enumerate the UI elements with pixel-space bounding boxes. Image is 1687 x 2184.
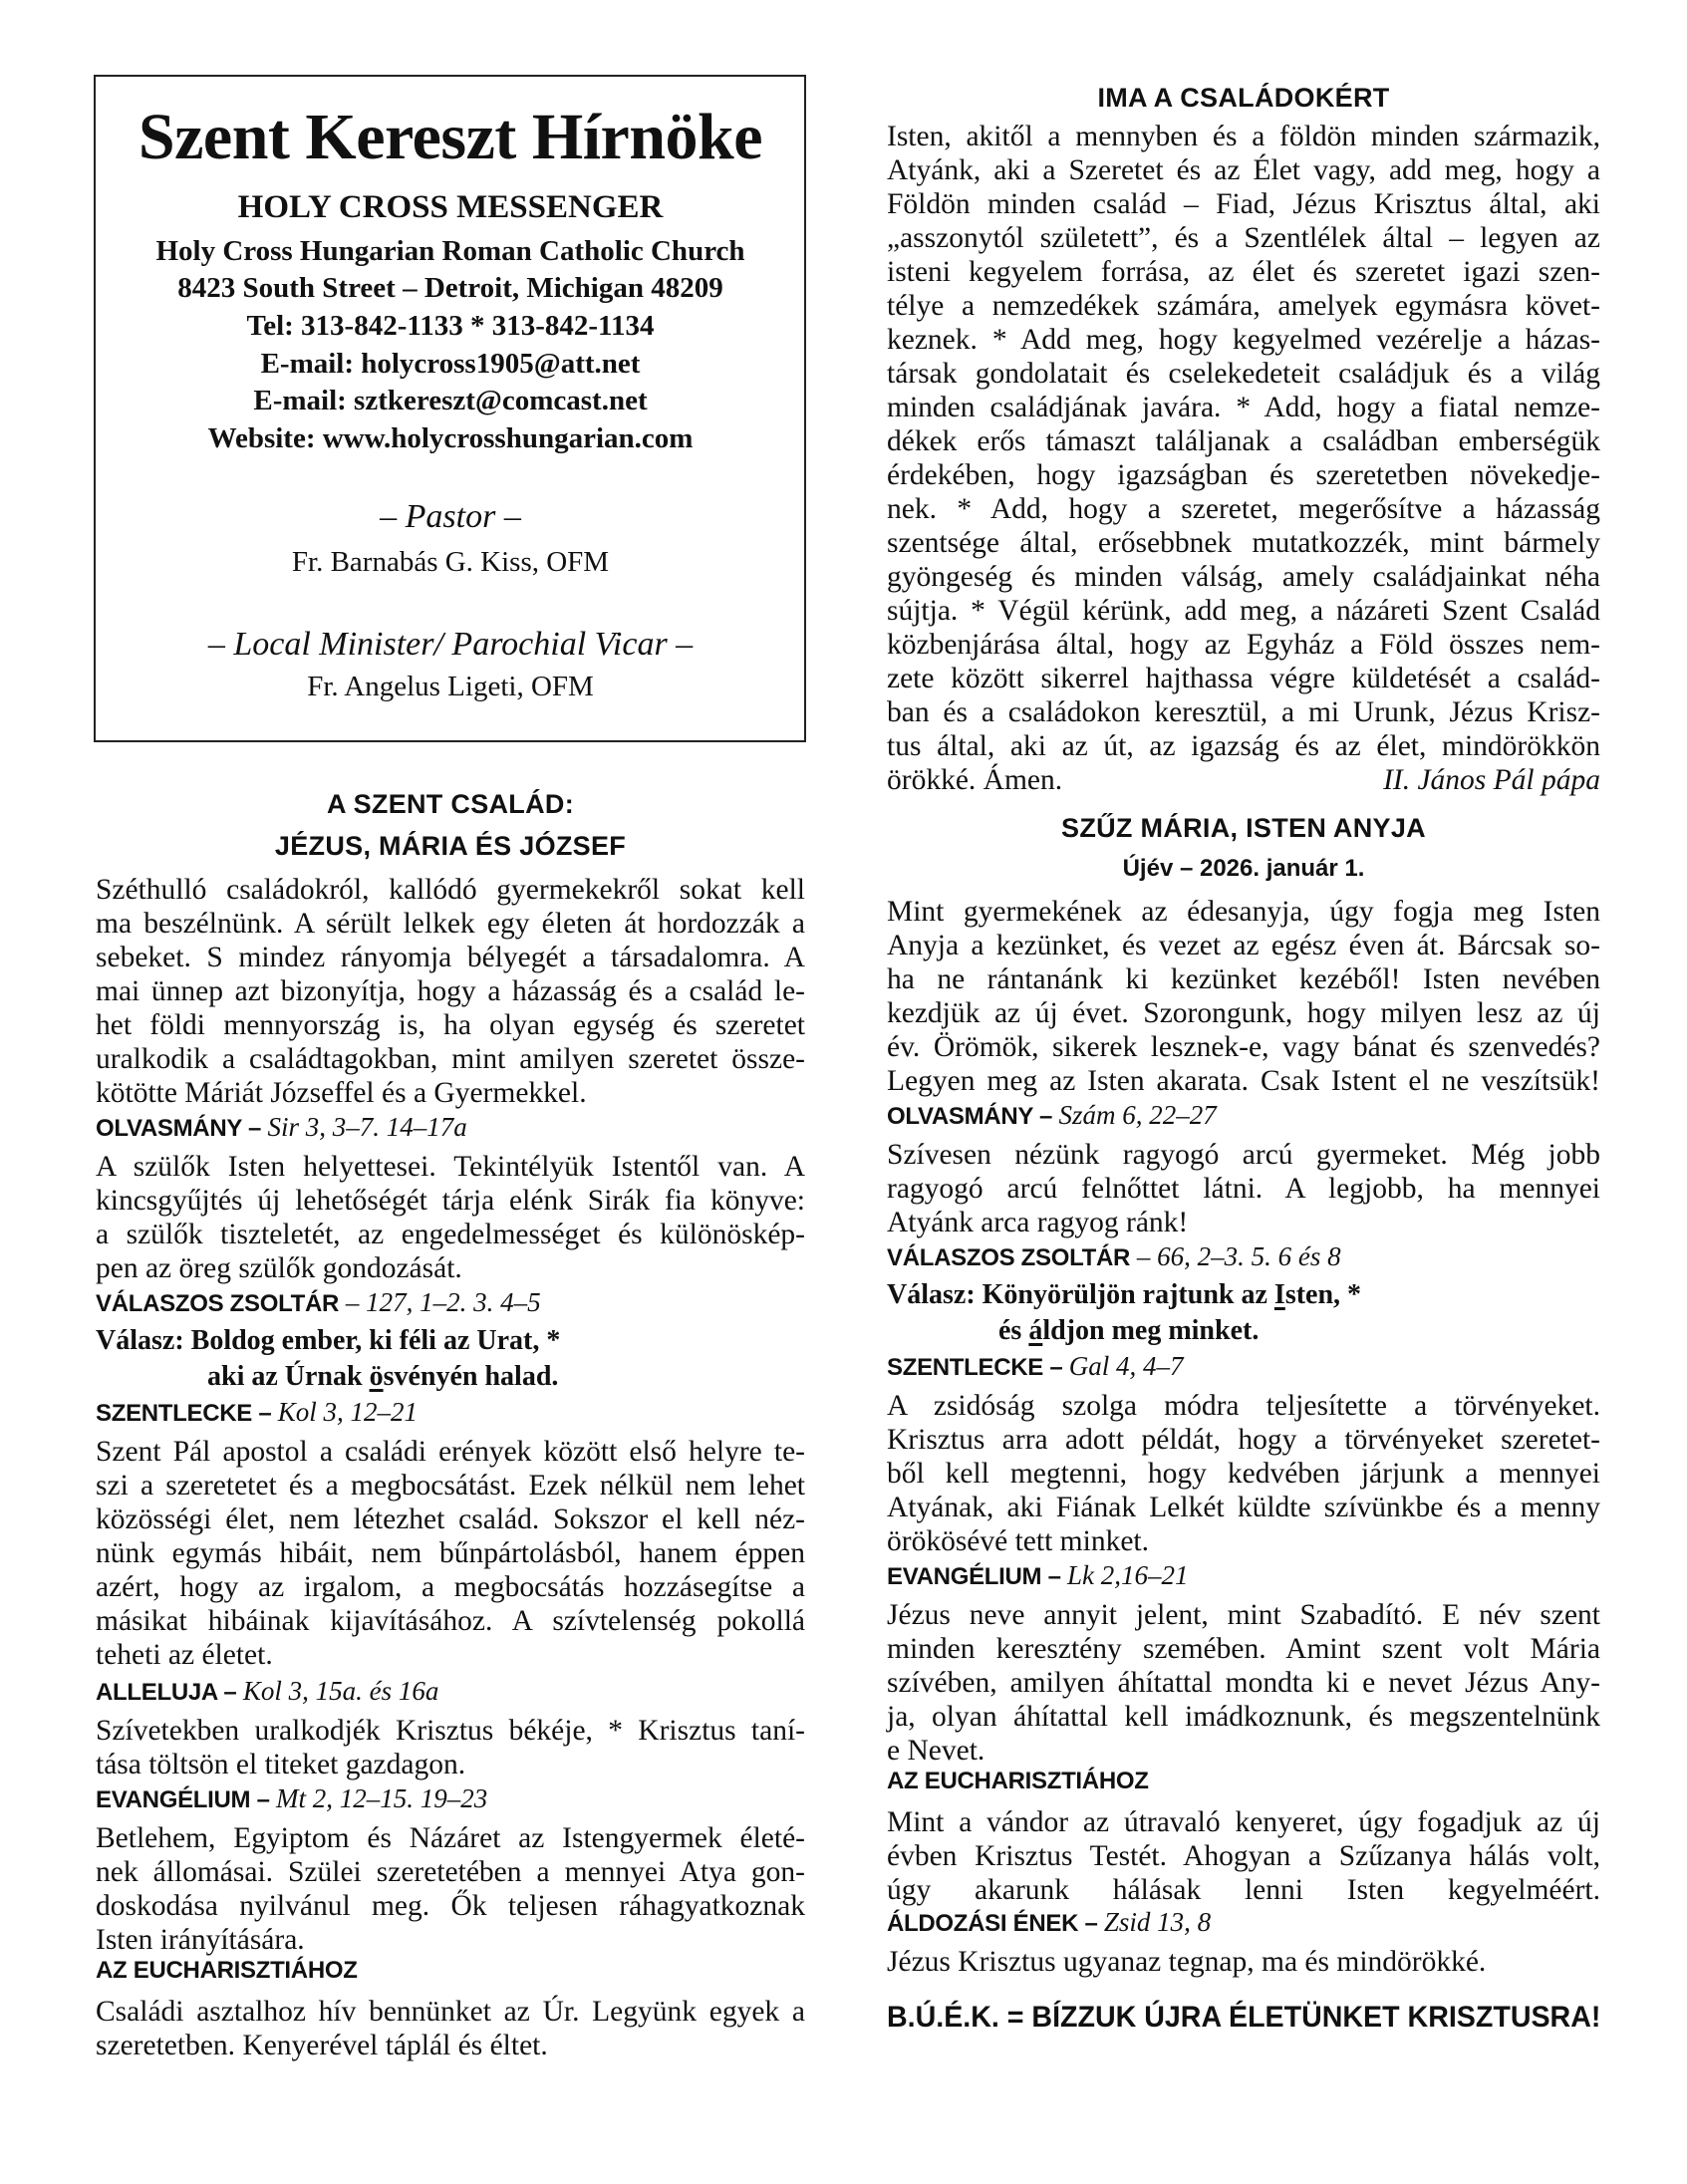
r-psalm-heading-ref: – 66, 2–3. 5. 6 és 8 xyxy=(1130,1241,1341,1271)
prayer-text-line: minden családjának javára. * Add, hogy a fiatal nemze- xyxy=(887,392,1600,423)
reading2-text-line: azért, hogy az irgalom, a megbocsátás hozzásegítse a xyxy=(96,1571,805,1603)
response-text: Könyörüljön rajtunk az xyxy=(982,1279,1274,1310)
reading1-text-line: pen az öreg szülők gondozását. xyxy=(96,1252,462,1284)
reading2-text-line: másikat hibáinak kijavításához. A szívtelenség pokollá xyxy=(96,1605,805,1637)
intro-paragraph-line: mai ünnep azt bizonyítja, hogy a házasság és a család le- xyxy=(96,975,805,1007)
r-psalm-response-line2 xyxy=(998,1315,1687,1347)
reading1-text-line: kincsgyűjtés új lehetőségét tárja elénk Sirák fia könyve: xyxy=(96,1185,805,1217)
response-text: svényén halad. xyxy=(383,1361,559,1392)
prayer-author: II. János Pál pápa xyxy=(1383,764,1600,796)
prayer-text-line: közbenjárása által, hogy az Egyház a Föld összes nem- xyxy=(887,629,1600,661)
feast-intro-line: év. Örömök, sikerek lesznek-e, vagy bánat és szenvedés? xyxy=(887,1031,1600,1063)
r-psalm-heading-label: VÁLASZOS ZSOLTÁR xyxy=(887,1244,1131,1271)
prayer-closing xyxy=(887,763,1600,797)
reading2-heading xyxy=(96,1397,805,1428)
r-reading1-heading-ref: Szám 6, 22–27 xyxy=(1058,1100,1217,1130)
gospel-text-line: Isten irányítására. xyxy=(96,1924,305,1956)
r-eucharist-heading xyxy=(887,1768,1600,1795)
r-reading2-text-line: ből kell megtenni, hogy kedvében járjunk a mennyei xyxy=(887,1458,1600,1490)
feast-intro-line: Mint gyermekének az édesanyja, úgy fogja meg Isten xyxy=(887,896,1600,928)
r-gospel-text-line: Jézus neve annyit jelent, mint Szabadító. E név szent xyxy=(887,1599,1600,1631)
reading1-heading-label: OLVASMÁNY – xyxy=(96,1115,268,1142)
prayer-text-line: társak gondolatait és cselekedeteit családjuk és a világ xyxy=(887,358,1600,390)
communion-text-line: Jézus Krisztus ugyanaz tegnap, ma és mindörökké. xyxy=(887,1946,1487,1978)
feast-intro-line: ha ne rántanánk ki kezünket kezéből! Isten nevében xyxy=(887,963,1600,995)
eucharist-text-line: Családi asztalhoz hív bennünket az Úr. Legyünk egyek a xyxy=(96,1996,805,2028)
vicar-role: – Local Minister/ Parochial Vicar – xyxy=(207,626,694,663)
reading2-heading-ref: Kol 3, 12–21 xyxy=(277,1397,419,1427)
communion-heading-ref: Zsid 13, 8 xyxy=(1103,1907,1212,1937)
psalm-heading-ref: – 127, 1–2. 3. 4–5 xyxy=(339,1287,541,1317)
response-label: Válasz: xyxy=(96,1325,191,1356)
r-reading2-text-line: A zsidóság szolga módra teljesítette a törvényeket. xyxy=(887,1390,1600,1422)
prayer-text-line: keznek. * Add meg, hogy kegyelmed vezérelje a házas- xyxy=(887,324,1600,356)
intro-paragraph-line: Széthulló családokról, kallódó gyermekekről sokat kell xyxy=(96,874,805,906)
r-reading2-heading-label: SZENTLECKE – xyxy=(887,1354,1069,1381)
response-text: Boldog ember, ki féli az Urat, * xyxy=(190,1325,561,1356)
r-gospel-heading-ref: Lk 2,16–21 xyxy=(1067,1560,1189,1590)
r-eucharist-text-line: úgy akarunk hálásak lenni Isten kegyelméért. xyxy=(887,1874,1600,1906)
r-gospel-heading xyxy=(887,1560,1600,1591)
gospel-heading xyxy=(96,1783,805,1814)
r-reading2-text-line: örökösévé tett minket. xyxy=(887,1525,1149,1557)
email-link-2[interactable]: E-mail: sztkereszt@comcast.net xyxy=(253,385,648,416)
pastor-name: Fr. Barnabás G. Kiss, OFM xyxy=(291,546,610,578)
prayer-text-line: Földön minden család – Fiad, Jézus Krisztus által, aki xyxy=(887,188,1600,220)
intro-paragraph-line: het földi mennyország is, ha olyan egység és szeretet xyxy=(96,1009,805,1041)
r-reading1-heading-label: OLVASMÁNY – xyxy=(887,1103,1059,1130)
r-reading1-text-line: Atyánk arca ragyog ránk! xyxy=(887,1207,1189,1238)
prayer-text-line: érdekében, hogy igazságban és szeretetben növekedje- xyxy=(887,459,1600,491)
prayer-amen: örökké. Ámen. xyxy=(887,764,1063,796)
reading1-text-line: a szülők tiszteletét, az engedelmességet és különöskép- xyxy=(96,1219,805,1250)
intro-paragraph-line: ma beszélnünk. A sérült lelkek egy életen át hordozzák a xyxy=(96,908,805,940)
psalm-response-line1 xyxy=(96,1325,805,1357)
communion-heading xyxy=(887,1907,1600,1938)
prayer-heading: IMA A CSALÁDOKÉRT xyxy=(1097,83,1390,113)
intro-paragraph-line: kötötte Máriát Józseffel és a Gyermekkel. xyxy=(96,1077,587,1109)
gospel-heading-ref: Mt 2, 12–15. 19–23 xyxy=(276,1783,488,1813)
feast-intro-line: kezdjük az új évet. Szorongunk, hogy milyen lesz az új xyxy=(887,997,1600,1029)
email-link-1[interactable]: E-mail: holycross1905@att.net xyxy=(260,348,641,380)
eucharist-heading-label: AZ EUCHARISZTIÁHOZ xyxy=(96,1957,358,1984)
response-accent: ö xyxy=(369,1361,384,1392)
gospel-heading-label: EVANGÉLIUM – xyxy=(96,1786,277,1813)
gospel-text-line: doskodása nyilvánul meg. Ők teljesen ráhagyatkoznak xyxy=(96,1890,805,1922)
response-accent: á xyxy=(1028,1315,1043,1346)
r-eucharist-text-line: Mint a vándor az útravaló kenyeret, úgy fogadjuk az új xyxy=(887,1806,1600,1838)
prayer-text-line: Isten, akitől a mennyben és a földön minden származik, xyxy=(887,121,1600,152)
r-gospel-text-line: szívében, amilyen áhítattal mondta ki e nevet Jézus Any- xyxy=(887,1667,1600,1699)
response-accent: I xyxy=(1273,1279,1285,1310)
section-heading-line2: JÉZUS, MÁRIA ÉS JÓZSEF xyxy=(274,831,627,861)
r-reading1-text-line: ragyogó arcú felnőttet látni. A legjobb, ha mennyei xyxy=(887,1173,1600,1205)
feast-intro-line: Anyja a kezünket, és vezet az egész éven át. Bárcsak so- xyxy=(887,930,1600,961)
reading2-text-line: nünk egymás hibáit, nem bűnpártolásból, hanem éppen xyxy=(96,1537,805,1569)
r-eucharist-heading-label: AZ EUCHARISZTIÁHOZ xyxy=(887,1768,1149,1794)
response-label: Válasz: xyxy=(887,1279,983,1310)
r-gospel-text-line: minden keresztény szemében. Amint szent volt Mária xyxy=(887,1633,1600,1665)
r-reading2-text-line: Krisztus arra adott példát, hogy a törvényeket szeretet- xyxy=(887,1424,1600,1456)
r-gospel-text-line: e Nevet. xyxy=(887,1735,985,1767)
psalm-heading-label: VÁLASZOS ZSOLTÁR xyxy=(96,1290,340,1317)
reading2-text-line: közösségi élet, nem létezhet család. Sokszor el kell néz- xyxy=(96,1503,805,1535)
psalm-heading xyxy=(96,1287,805,1318)
pastor-role: – Pastor – xyxy=(380,498,521,535)
prayer-text-line: sújtja. * Végül kérünk, add meg, a názáreti Szent Család xyxy=(887,595,1600,627)
gospel-text-line: nek állomásai. Szülei szeretetében a mennyei Atya gon- xyxy=(96,1856,805,1888)
eucharist-heading xyxy=(96,1957,805,1985)
masthead-title: Szent Kereszt Hírnöke xyxy=(138,101,763,173)
r-psalm-heading xyxy=(887,1241,1600,1272)
church-phone: Tel: 313-842-1133 * 313-842-1134 xyxy=(246,310,655,342)
reading1-text-line: A szülők Isten helyettesei. Tekintélyük Istentől van. A xyxy=(96,1151,805,1183)
reading1-heading-ref: Sir 3, 3–7. 14–17a xyxy=(267,1112,467,1142)
vicar-name: Fr. Angelus Ligeti, OFM xyxy=(307,671,594,702)
intro-paragraph-line: uralkodik a családtagokban, mint amilyen szeretet össze- xyxy=(96,1043,805,1075)
prayer-text-line: télye a nemzedékek számára, amelyek egymásra követ- xyxy=(887,290,1600,322)
masthead-subtitle: HOLY CROSS MESSENGER xyxy=(237,189,664,225)
r-gospel-heading-label: EVANGÉLIUM – xyxy=(887,1563,1068,1590)
prayer-text-line: gyöngeség és minden válság, amely családjainkat néha xyxy=(887,561,1600,593)
r-eucharist-text-line: évben Krisztus Testét. Ahogyan a Szűzanya hálás volt, xyxy=(887,1840,1600,1872)
alleluia-heading xyxy=(96,1676,805,1707)
prayer-text-line: szentsége által, erősebbnek mutatkozzék, mint bármely xyxy=(887,527,1600,559)
feast-heading: SZŰZ MÁRIA, ISTEN ANYJA xyxy=(1061,813,1426,843)
prayer-text-line: „asszonytól született”, és a Szentlélek által – legyen az xyxy=(887,222,1600,254)
church-name: Holy Cross Hungarian Roman Catholic Church xyxy=(155,235,745,267)
gospel-text-line: Betlehem, Egyiptom és Názáret az Istengyermek életé- xyxy=(96,1822,805,1854)
prayer-text-line: isteni kegyelem forrása, az élet és szeretet igazi szen- xyxy=(887,256,1600,288)
communion-heading-label: ÁLDOZÁSI ÉNEK – xyxy=(887,1910,1104,1937)
reading1-heading xyxy=(96,1112,805,1143)
alleluia-heading-label: ALLELUJA – xyxy=(96,1679,243,1706)
feast-date: Újév – 2026. január 1. xyxy=(1122,855,1365,882)
r-reading2-heading-ref: Gal 4, 4–7 xyxy=(1068,1351,1184,1381)
reading2-text-line: teheti az életet. xyxy=(96,1639,273,1671)
intro-paragraph-line: sebeket. S mindez rányomja bélyegét a társadalomra. A xyxy=(96,942,805,973)
prayer-text-line: tus által, aki az út, az igazság és az élet, mindörökkön xyxy=(887,730,1600,762)
response-text: ldjon meg minket. xyxy=(1042,1315,1260,1346)
prayer-text-line: ban és a családokon keresztül, a mi Urunk, Jézus Krisz- xyxy=(887,696,1600,728)
r-gospel-text-line: ja, olyan áhítattal kell imádkoznunk, és megszentelnünk xyxy=(887,1701,1600,1733)
prayer-text-line: zete között sikerrel hajthassa végre küldetését a család- xyxy=(887,663,1600,694)
r-psalm-response-line1 xyxy=(887,1279,1600,1311)
reading2-heading-label: SZENTLECKE – xyxy=(96,1400,278,1427)
section-heading-line1: A SZENT CSALÁD: xyxy=(327,789,574,819)
alleluia-text-line: Szívetekben uralkodjék Krisztus békéje, * Krisztus taní- xyxy=(96,1715,805,1747)
r-reading1-heading xyxy=(887,1100,1600,1131)
alleluia-text-line: tása töltsön el titeket gazdagon. xyxy=(96,1749,466,1780)
r-reading2-text-line: Atyának, aki Fiának Lelkét küldte szívünkbe és a menny xyxy=(887,1492,1600,1523)
response-text: sten, * xyxy=(1284,1279,1362,1310)
r-reading1-text-line: Szívesen nézünk ragyogó arcú gyermeket. Még jobb xyxy=(887,1139,1600,1171)
reading2-text-line: szi a szeretetet és a megbocsátást. Ezek nélkül nem lehet xyxy=(96,1470,805,1502)
r-reading2-heading xyxy=(887,1351,1600,1382)
reading2-text-line: Szent Pál apostol a családi erények között első helyre te- xyxy=(96,1436,805,1468)
psalm-response-line2 xyxy=(207,1361,917,1393)
prayer-text-line: dékek erős támaszt találjanak a családban emberségük xyxy=(887,425,1600,457)
prayer-text-line: nek. * Add, hogy a szeretet, megerősítve a házasság xyxy=(887,493,1600,525)
closing-slogan: B.Ú.É.K. = BÍZZUK ÚJRA ÉLETÜNKET KRISZTUSRA! xyxy=(887,2001,1601,2034)
eucharist-text-line: szeretetben. Kenyerével táplál és éltet. xyxy=(96,2030,548,2061)
response-text: aki az Úrnak xyxy=(207,1361,370,1392)
alleluia-heading-ref: Kol 3, 15a. és 16a xyxy=(242,1676,439,1706)
prayer-text-line: Atyánk, aki a Szeretet és az Élet vagy, add meg, hogy a xyxy=(887,154,1600,186)
response-text: és xyxy=(998,1315,1029,1346)
church-address: 8423 South Street – Detroit, Michigan 48209 xyxy=(177,272,723,304)
website-link[interactable]: Website: www.holycrosshungarian.com xyxy=(207,422,694,454)
feast-intro-line: Legyen meg az Isten akarata. Csak Istent el ne veszítsük! xyxy=(887,1065,1600,1097)
